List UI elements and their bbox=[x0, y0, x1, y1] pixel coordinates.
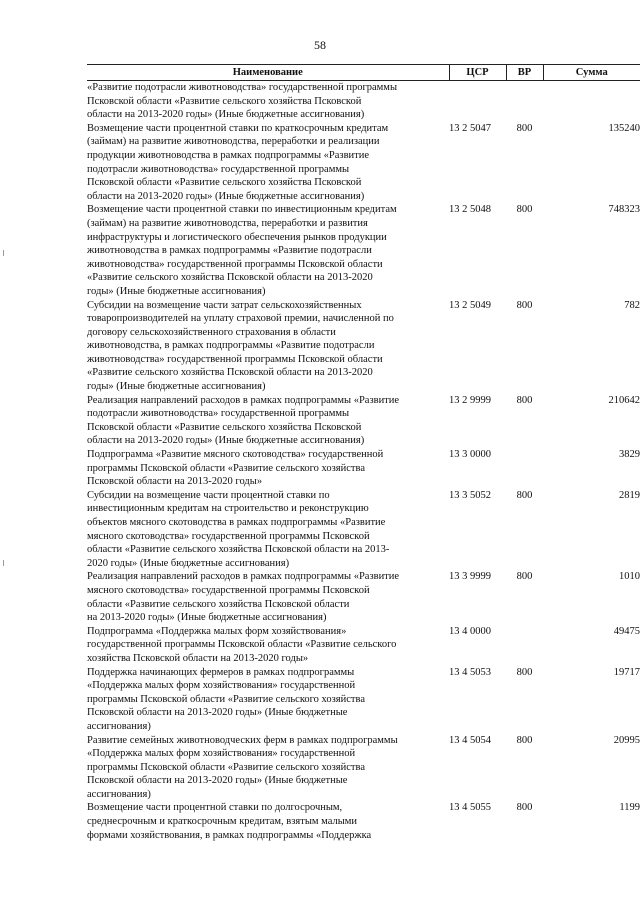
row-name-line: программы Псковской области «Развитие сельского хозяйства bbox=[87, 462, 365, 474]
budget-table bbox=[87, 64, 640, 842]
row-name-line: договору сельскохозяйственного страхования в области bbox=[87, 326, 336, 338]
table-row bbox=[87, 448, 640, 489]
row-csr: 13 2 9999 bbox=[449, 394, 491, 406]
row-sum: 748323 bbox=[608, 204, 640, 216]
row-sum bbox=[543, 81, 640, 122]
row-name-line: «Поддержка малых форм хозяйствования» государственной bbox=[87, 748, 356, 760]
row-vr bbox=[506, 625, 543, 666]
row-name-line: подотрасли животноводства» государственной программы bbox=[87, 408, 350, 420]
table-header-row bbox=[87, 65, 640, 81]
row-name-line: животноводства» государственной программы Псковской области bbox=[87, 258, 383, 270]
row-csr: 13 2 5048 bbox=[449, 204, 491, 216]
row-csr: 13 3 5052 bbox=[449, 489, 491, 501]
row-name bbox=[87, 489, 449, 571]
row-name-line: (займам) на развитие животноводства, переработки и развития bbox=[87, 217, 368, 229]
row-sum: 3829 bbox=[619, 449, 640, 461]
column-header-csr: ЦСР bbox=[449, 65, 506, 81]
row-name-line: (займам) на развитие животноводства, переработки и реализации bbox=[87, 136, 380, 148]
row-name-line: области на 2013-2020 годы» (Иные бюджетные ассигнования) bbox=[87, 435, 365, 447]
row-name-line: Возмещение части процентной ставки по краткосрочным кредитам bbox=[87, 122, 389, 134]
row-csr: 13 4 5055 bbox=[449, 802, 491, 814]
table-row bbox=[87, 81, 640, 122]
row-name bbox=[87, 625, 449, 666]
column-header-name: Наименование bbox=[87, 65, 449, 81]
row-name-line: на 2013-2020 годы» (Иные бюджетные ассигнования) bbox=[87, 612, 327, 624]
row-name-line: мясного скотоводства» государственной программы Псковской bbox=[87, 584, 370, 596]
row-name-line: Псковской области «Развитие сельского хозяйства Псковской bbox=[87, 421, 362, 433]
row-name-line: животноводства, в рамках подпрограммы «Развитие подотрасли bbox=[87, 340, 375, 352]
row-vr: 800 bbox=[516, 802, 533, 814]
row-name-line: Возмещение части процентной ставки по долгосрочным, bbox=[87, 802, 343, 814]
table-row bbox=[87, 203, 640, 298]
table-row bbox=[87, 801, 640, 842]
row-vr bbox=[506, 81, 543, 122]
row-csr bbox=[449, 81, 506, 122]
row-name-line: государственной программы Псковской области «Развитие сельского bbox=[87, 639, 397, 651]
row-csr: 13 3 9999 bbox=[449, 571, 491, 583]
row-name-line: 2020 годы» (Иные бюджетные ассигнования) bbox=[87, 557, 290, 569]
row-vr: 800 bbox=[516, 571, 533, 583]
row-vr: 800 bbox=[516, 394, 533, 406]
row-name-line: хозяйства Псковской области на 2013-2020 годы» bbox=[87, 652, 309, 664]
row-name-line: годы» (Иные бюджетные ассигнования) bbox=[87, 381, 266, 393]
page-number: 58 bbox=[314, 38, 326, 52]
row-name bbox=[87, 203, 449, 298]
row-name-line: Псковской области на 2013-2020 годы» (Иные бюджетные bbox=[87, 707, 348, 719]
row-name-line: ассигнования) bbox=[87, 720, 151, 732]
table-row bbox=[87, 666, 640, 734]
row-name-line: продукции животноводства в рамках подпрограммы «Развитие bbox=[87, 149, 370, 161]
table-row bbox=[87, 299, 640, 394]
row-vr: 800 bbox=[516, 666, 533, 678]
row-name-line: Субсидии на возмещение части процентной ставки по bbox=[87, 489, 330, 501]
row-name bbox=[87, 448, 449, 489]
row-sum: 135240 bbox=[608, 122, 640, 134]
row-sum: 1199 bbox=[619, 802, 640, 814]
row-vr: 800 bbox=[516, 734, 533, 746]
row-name bbox=[87, 299, 449, 394]
table-row bbox=[87, 489, 640, 571]
row-name-line: среднесрочным и краткосрочным кредитам, взятым малыми bbox=[87, 816, 358, 828]
column-header-sum: Сумма bbox=[543, 65, 640, 81]
row-name bbox=[87, 81, 449, 122]
row-name-line: программы Псковской области «Развитие сельского хозяйства bbox=[87, 761, 365, 773]
row-csr: 13 4 5053 bbox=[449, 666, 491, 678]
row-vr bbox=[506, 448, 543, 489]
row-name-line: Поддержка начинающих фермеров в рамках подпрограммы bbox=[87, 666, 355, 678]
row-name-line: «Развитие подотрасли животноводства» государственной программы bbox=[87, 82, 398, 93]
row-name-line: Псковской области «Развитие сельского хозяйства Псковской bbox=[87, 95, 362, 107]
row-name-line: товаропроизводителей на уплату страховой премии, начисленной по bbox=[87, 313, 394, 325]
row-name-line: инвестиционным кредитам на строительство и реконструкцию bbox=[87, 503, 369, 515]
margin-mark bbox=[3, 560, 4, 566]
row-name-line: «Развитие сельского хозяйства Псковской области на 2013-2020 bbox=[87, 367, 373, 379]
row-vr: 800 bbox=[516, 299, 533, 311]
margin-mark bbox=[3, 250, 4, 256]
row-name-line: Реализация направлений расходов в рамках подпрограммы «Развитие bbox=[87, 394, 400, 406]
table-body bbox=[87, 81, 640, 843]
row-sum: 20995 bbox=[613, 734, 640, 746]
row-csr: 13 2 5049 bbox=[449, 299, 491, 311]
row-name-line: ассигнования) bbox=[87, 788, 151, 800]
row-sum: 1010 bbox=[619, 571, 640, 583]
row-vr: 800 bbox=[516, 122, 533, 134]
row-name-line: Возмещение части процентной ставки по инвестиционным кредитам bbox=[87, 204, 397, 216]
row-name-line: области «Развитие сельского хозяйства Псковской области bbox=[87, 598, 350, 610]
row-name bbox=[87, 734, 449, 802]
row-name-line: программы Псковской области «Развитие сельского хозяйства bbox=[87, 693, 365, 705]
table-row bbox=[87, 734, 640, 802]
row-name-line: Псковской области «Развитие сельского хозяйства Псковской bbox=[87, 177, 362, 189]
row-name-line: инфраструктуры и логистического обеспечения рынков продукции bbox=[87, 231, 387, 243]
row-name bbox=[87, 801, 449, 842]
row-name-line: животноводства» государственной программы Псковской области bbox=[87, 353, 383, 365]
row-name-line: Псковской области на 2013-2020 годы» (Иные бюджетные bbox=[87, 775, 348, 787]
row-name-line: Субсидии на возмещение части затрат сельскохозяйственных bbox=[87, 299, 362, 311]
row-name-line: Псковской области на 2013-2020 годы» bbox=[87, 476, 263, 488]
row-name-line: подотрасли животноводства» государственной программы bbox=[87, 163, 350, 175]
row-name-line: объектов мясного скотоводства в рамках подпрограммы «Развитие bbox=[87, 517, 386, 528]
row-name-line: формами хозяйствования, в рамках подпрограммы «Поддержка bbox=[87, 829, 372, 841]
row-name-line: Подпрограмма «Поддержка малых форм хозяйствования» bbox=[87, 625, 347, 637]
row-name-line: «Развитие сельского хозяйства Псковской области на 2013-2020 bbox=[87, 272, 373, 284]
row-csr: 13 4 0000 bbox=[449, 625, 491, 637]
row-sum: 19717 bbox=[613, 666, 640, 678]
table-row bbox=[87, 625, 640, 666]
row-name-line: годы» (Иные бюджетные ассигнования) bbox=[87, 285, 266, 297]
table-row bbox=[87, 122, 640, 204]
row-name-line: мясного скотоводства» государственной программы Псковской bbox=[87, 530, 370, 542]
table-row bbox=[87, 570, 640, 624]
row-vr: 800 bbox=[516, 204, 533, 216]
row-name-line: Реализация направлений расходов в рамках подпрограммы «Развитие bbox=[87, 571, 400, 583]
column-header-vr: ВР bbox=[506, 65, 543, 81]
row-name bbox=[87, 570, 449, 624]
row-sum: 210642 bbox=[608, 394, 640, 406]
row-csr: 13 2 5047 bbox=[449, 122, 491, 134]
row-name-line: области «Развитие сельского хозяйства Псковской области на 2013- bbox=[87, 544, 390, 556]
row-name-line: области на 2013-2020 годы» (Иные бюджетные ассигнования) bbox=[87, 190, 365, 202]
row-sum: 782 bbox=[624, 299, 640, 311]
row-name bbox=[87, 122, 449, 204]
row-name-line: Подпрограмма «Развитие мясного скотоводства» государственной bbox=[87, 449, 384, 461]
table-row bbox=[87, 394, 640, 448]
row-name bbox=[87, 394, 449, 448]
row-name-line: животноводства в рамках подпрограммы «Развитие подотрасли bbox=[87, 245, 372, 257]
row-sum: 49475 bbox=[613, 625, 640, 637]
row-name-line: области на 2013-2020 годы» (Иные бюджетные ассигнования) bbox=[87, 109, 365, 121]
row-sum: 2819 bbox=[619, 489, 640, 501]
row-name-line: Развитие семейных животноводческих ферм в рамках подпрограммы bbox=[87, 734, 398, 746]
row-vr: 800 bbox=[516, 489, 533, 501]
row-name-line: «Поддержка малых форм хозяйствования» государственной bbox=[87, 680, 356, 692]
row-csr: 13 4 5054 bbox=[449, 734, 491, 746]
row-csr: 13 3 0000 bbox=[449, 449, 491, 461]
row-name bbox=[87, 666, 449, 734]
